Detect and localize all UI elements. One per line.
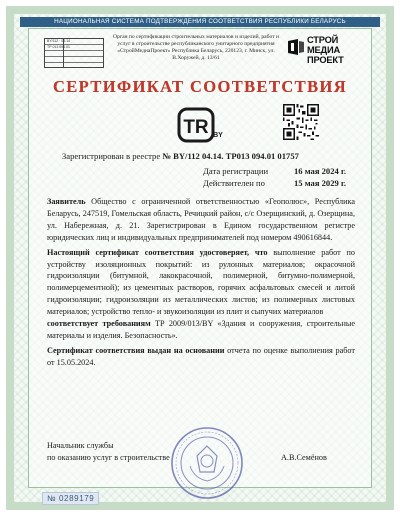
blank-serial-number: № 0289179	[42, 492, 99, 505]
certificate-dates	[203, 165, 346, 189]
requirements-text: ТР 2009/013/BY «Здания и сооружения, строительные материалы и изделия. Безопасность».	[47, 319, 355, 340]
basis-label: Сертификат соответствия выдан на основании	[47, 345, 225, 355]
applicant-paragraph	[47, 196, 355, 244]
signatory-name: А.В.Семёнов	[281, 453, 327, 462]
certification-body-text: Орган по сертификации строительных материалов и изделий, работ и услуг в строительстве республиканского унитарного предприятия «СтройМедиаПроект» Республика Беларусь, 220123, г. Минск, ул. В.Хоружей, д. 13/61	[112, 34, 280, 61]
registration-date-value: 16 мая 2024 г.	[294, 166, 347, 176]
valid-until-value: 15 мая 2029 г.	[294, 178, 347, 188]
valid-until-label: Действителен по	[203, 178, 265, 188]
document-title: СЕРТИФИКАТ СООТВЕТСТВИЯ	[52, 77, 348, 96]
certificate-body	[47, 196, 355, 372]
scope-paragraph	[47, 247, 355, 342]
tr-mark-sub: BY	[213, 132, 223, 139]
applicant-label: Заявитель	[47, 197, 86, 206]
scope-text: выполнение работ по устройству изоляционных покрытий: из рулонных материалов; окрасочной гидроизоляции (битумной, лакокрасочной, полимерной, битумно-полимерной, полимерцементной); из цементных растворов, горячих асфальтовых смесей и литой гидроизоляции; гидроизоляции из металлических листов; из полимерных листовых материалов; устройство тепло- и звукоизоляции из плит и сыпучих материалов	[47, 247, 355, 317]
signature-block	[47, 440, 355, 464]
signatory-position-line-1: Начальник службы	[47, 441, 114, 450]
basis-paragraph	[47, 345, 355, 369]
registry-line	[62, 151, 299, 161]
logo-word-3: ПРОЕКТ	[307, 55, 344, 65]
requirements-label: соответствует требованиям	[47, 319, 151, 329]
logo-word-1: СТРОЙ	[307, 35, 339, 45]
tr-mark-text: TR	[183, 117, 209, 138]
qr-code-icon	[283, 104, 319, 140]
signatory-position-line-2: по оказанию услуг в строительстве	[47, 453, 170, 462]
basis-text: отчета по оценке выполнения работ от 15.05.2024.	[47, 345, 355, 367]
tr-conformity-mark-icon	[177, 107, 223, 143]
registry-number: № BY/112 04.14. ТР013 094.01 01757	[162, 151, 299, 161]
registry-label: Зарегистрирован в реестре	[62, 151, 161, 161]
applicant-text: Общество с ограниченной ответственностью «Геополюс», Республика Беларусь, 247519, Гомельская область, Речицкий район, с/с Озерщинский, д. Озерщина, ул. Набережная, д. 21. Зарегистрирован в Едином государственном регистре юридических лиц и индивидуальных предпринимателей под номером 490616844.	[47, 197, 355, 242]
registration-date-label: Дата регистрации	[203, 166, 269, 176]
logo-word-2: МЕДИА	[307, 45, 340, 55]
confirms-label: Настоящий сертификат соответствия удостоверяет, что	[47, 247, 268, 257]
accreditation-mark: BY/112 · 04.14 ТР 013 094.01	[44, 38, 104, 68]
logo-mark-icon	[286, 37, 306, 57]
national-system-banner: НАЦИОНАЛЬНАЯ СИСТЕМА ПОДТВЕРЖДЕНИЯ СООТВЕТСТВИЯ РЕСПУБЛИКИ БЕЛАРУСЬ	[20, 17, 380, 27]
stroymediaproekt-logo	[286, 33, 352, 67]
